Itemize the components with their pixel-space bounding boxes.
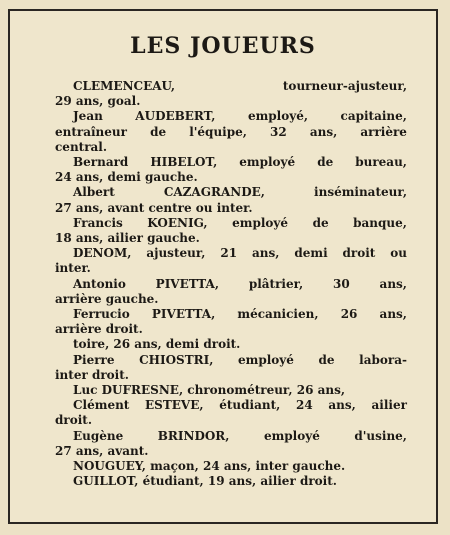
player-line: Francis KOENIG, employé de banque, — [73, 215, 407, 230]
player-line: Eugène BRINDOR, employé d'usine, — [73, 428, 407, 443]
player-entry — [55, 185, 407, 215]
player-line: 18 ans, ailier gauche. — [55, 231, 200, 246]
player-entry — [55, 429, 407, 459]
player-entry — [55, 79, 407, 109]
player-line: inter. — [55, 261, 91, 276]
player-entry — [55, 155, 407, 185]
article-title: LES JOUEURS — [130, 33, 316, 59]
player-line: arrière droit. — [55, 322, 143, 337]
player-line: entraîneur de l'équipe, 32 ans, arrière — [55, 124, 407, 139]
player-entry — [55, 353, 407, 383]
player-line: 24 ans, demi gauche. — [55, 170, 198, 185]
player-line: Pierre CHIOSTRI, employé de labora- — [73, 352, 407, 367]
player-line: toire, 26 ans, demi droit. — [73, 337, 241, 352]
player-line: DENOM, ajusteur, 21 ans, demi droit ou — [73, 246, 407, 261]
player-line: Jean AUDEBERT, employé, capitaine, — [73, 109, 407, 124]
player-line: GUILLOT, étudiant, 19 ans, ailier droit. — [73, 474, 337, 489]
player-entry — [55, 337, 407, 352]
player-entry — [55, 277, 407, 307]
player-entry — [55, 459, 407, 474]
player-line: Ferrucio PIVETTA, mécanicien, 26 ans, — [73, 307, 407, 322]
player-line: 27 ans, avant centre ou inter. — [55, 200, 253, 215]
player-line: Bernard HIBELOT, employé de bureau, — [73, 155, 407, 170]
player-line: droit. — [55, 413, 92, 428]
player-line: inter droit. — [55, 367, 129, 382]
player-entry — [55, 109, 407, 155]
player-entry — [55, 307, 407, 337]
player-line: Albert CAZAGRANDE, inséminateur, — [73, 185, 407, 200]
player-line: NOUGUEY, maçon, 24 ans, inter gauche. — [73, 459, 346, 474]
player-line: Luc DUFRESNE, chronométreur, 26 ans, — [73, 383, 346, 398]
player-line: 29 ans, goal. — [55, 94, 141, 109]
player-entry — [55, 246, 407, 276]
player-entry — [55, 398, 407, 428]
player-entry — [55, 383, 407, 398]
article-frame — [8, 9, 438, 524]
player-entry — [55, 216, 407, 246]
player-line: CLEMENCEAU, tourneur-ajusteur, — [73, 79, 407, 93]
player-line: 27 ans, avant. — [55, 443, 149, 458]
player-line: arrière gauche. — [55, 291, 159, 306]
player-entry — [55, 474, 407, 489]
player-line: Antonio PIVETTA, plâtrier, 30 ans, — [73, 276, 407, 291]
player-line: central. — [55, 139, 108, 154]
players-list — [55, 79, 407, 489]
player-line: Clément ESTEVE, étudiant, 24 ans, ailier — [73, 398, 407, 413]
